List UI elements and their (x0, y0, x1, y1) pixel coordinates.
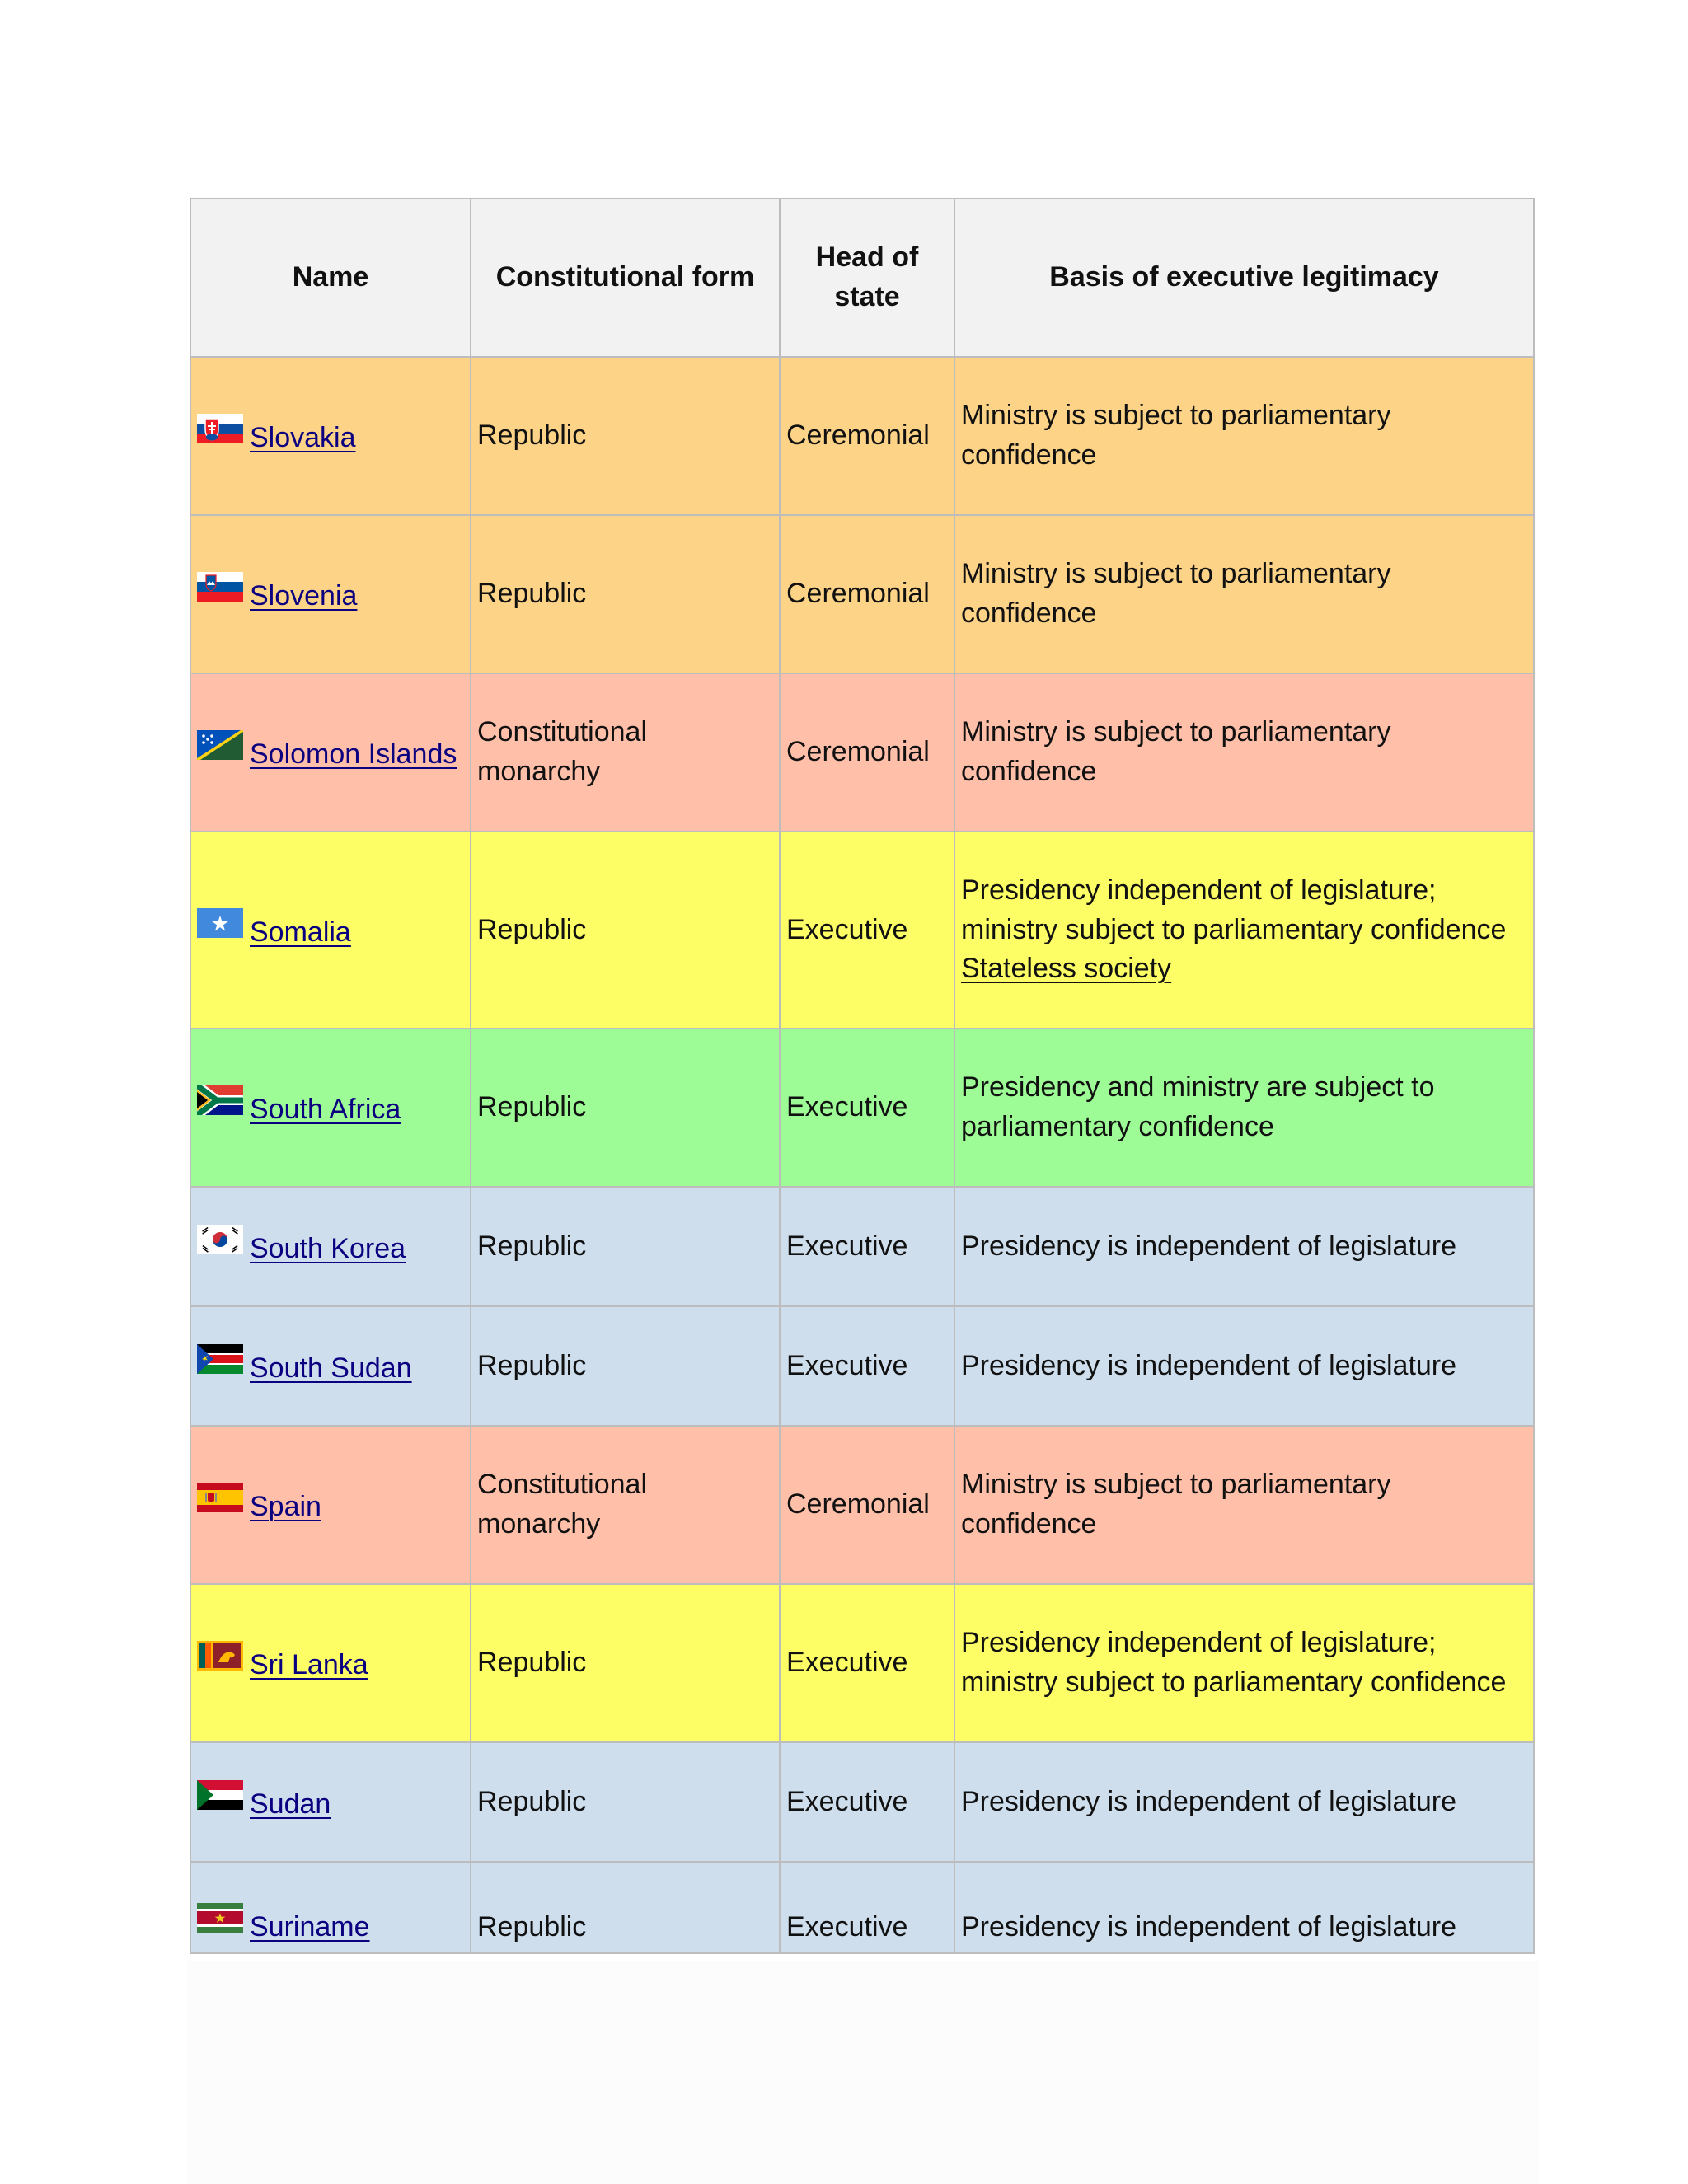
solomon-islands-flag-icon (197, 730, 243, 760)
head-cell: Executive (780, 1862, 954, 1953)
country-link-south-korea[interactable]: South Korea (250, 1232, 406, 1264)
table-row (190, 1426, 1534, 1584)
form-cell: Republic (471, 1029, 780, 1187)
country-link-suriname[interactable]: Suriname (250, 1911, 370, 1943)
country-link-slovenia[interactable]: Slovenia (250, 580, 358, 612)
name-cell (190, 832, 471, 1029)
government-table (190, 198, 1535, 1954)
south-korea-flag-icon (197, 1225, 243, 1254)
basis-cell (954, 832, 1534, 1029)
suriname-flag-icon (197, 1903, 243, 1933)
page-background (187, 1961, 1539, 2184)
form-cell: Republic (471, 1187, 780, 1306)
south-sudan-flag-icon (197, 1344, 243, 1374)
name-cell (190, 515, 471, 673)
basis-cell: Presidency is independent of legislature (954, 1187, 1534, 1306)
table-row (190, 1584, 1534, 1742)
form-cell: Republic (471, 1862, 780, 1953)
form-cell: Republic (471, 832, 780, 1029)
head-cell: Ceremonial (780, 1426, 954, 1584)
south-africa-flag-icon (197, 1085, 243, 1115)
country-link-solomon-islands[interactable]: Solomon Islands (250, 738, 457, 771)
head-cell: Executive (780, 1306, 954, 1426)
stateless-society-link[interactable]: Stateless society (961, 953, 1172, 985)
name-cell (190, 673, 471, 832)
basis-cell: Presidency is independent of legislature (954, 1862, 1534, 1953)
head-cell: Ceremonial (780, 357, 954, 515)
basis-cell: Ministry is subject to parliamentary confidence (954, 515, 1534, 673)
header-constitutional-form: Constitutional form (471, 199, 780, 357)
table-row (190, 1187, 1534, 1306)
name-cell (190, 1426, 471, 1584)
head-cell: Executive (780, 1742, 954, 1862)
basis-cell: Ministry is subject to parliamentary confidence (954, 1426, 1534, 1584)
head-cell: Executive (780, 832, 954, 1029)
basis-cell: Presidency independent of legislature; ministry subject to parliamentary confidence (954, 1584, 1534, 1742)
table-row (190, 515, 1534, 673)
form-cell: Republic (471, 1306, 780, 1426)
basis-cell: Presidency is independent of legislature (954, 1742, 1534, 1862)
somalia-flag-icon (197, 908, 243, 938)
head-cell: Executive (780, 1584, 954, 1742)
form-cell: Constitutional monarchy (471, 1426, 780, 1584)
name-cell (190, 1029, 471, 1187)
country-link-sudan[interactable]: Sudan (250, 1788, 331, 1820)
table-row (190, 1306, 1534, 1426)
name-cell (190, 1862, 471, 1953)
form-cell: Constitutional monarchy (471, 673, 780, 832)
basis-cell: Presidency is independent of legislature (954, 1306, 1534, 1426)
header-head-of-state: Head of state (780, 199, 954, 357)
form-cell: Republic (471, 357, 780, 515)
header-basis-of-executive-legitimacy: Basis of executive legitimacy (954, 199, 1534, 357)
name-cell (190, 1742, 471, 1862)
sri-lanka-flag-icon (197, 1641, 243, 1671)
table-row (190, 1862, 1534, 1953)
basis-cell: Ministry is subject to parliamentary confidence (954, 357, 1534, 515)
sudan-flag-icon (197, 1780, 243, 1810)
slovenia-flag-icon (197, 572, 243, 602)
country-link-spain[interactable]: Spain (250, 1491, 321, 1523)
spain-flag-icon (197, 1483, 243, 1512)
head-cell: Executive (780, 1187, 954, 1306)
table-row (190, 1742, 1534, 1862)
head-cell: Executive (780, 1029, 954, 1187)
head-cell: Ceremonial (780, 515, 954, 673)
name-cell (190, 1306, 471, 1426)
basis-text: Presidency independent of legislature; ministry subject to parliamentary confidence (961, 874, 1507, 945)
table-row (190, 832, 1534, 1029)
name-cell (190, 1584, 471, 1742)
table-row (190, 673, 1534, 832)
table-row (190, 357, 1534, 515)
form-cell: Republic (471, 1742, 780, 1862)
table-header-row (190, 199, 1534, 357)
basis-cell: Ministry is subject to parliamentary confidence (954, 673, 1534, 832)
country-link-south-africa[interactable]: South Africa (250, 1094, 401, 1126)
form-cell: Republic (471, 1584, 780, 1742)
head-cell: Ceremonial (780, 673, 954, 832)
basis-cell: Presidency and ministry are subject to parliamentary confidence (954, 1029, 1534, 1187)
header-name: Name (190, 199, 471, 357)
table-row (190, 1029, 1534, 1187)
name-cell (190, 1187, 471, 1306)
country-link-sri-lanka[interactable]: Sri Lanka (250, 1649, 368, 1681)
form-cell: Republic (471, 515, 780, 673)
country-link-south-sudan[interactable]: South Sudan (250, 1352, 412, 1384)
slovakia-flag-icon (197, 414, 243, 443)
country-link-slovakia[interactable]: Slovakia (250, 422, 356, 454)
country-link-somalia[interactable]: Somalia (250, 916, 351, 948)
name-cell (190, 357, 471, 515)
